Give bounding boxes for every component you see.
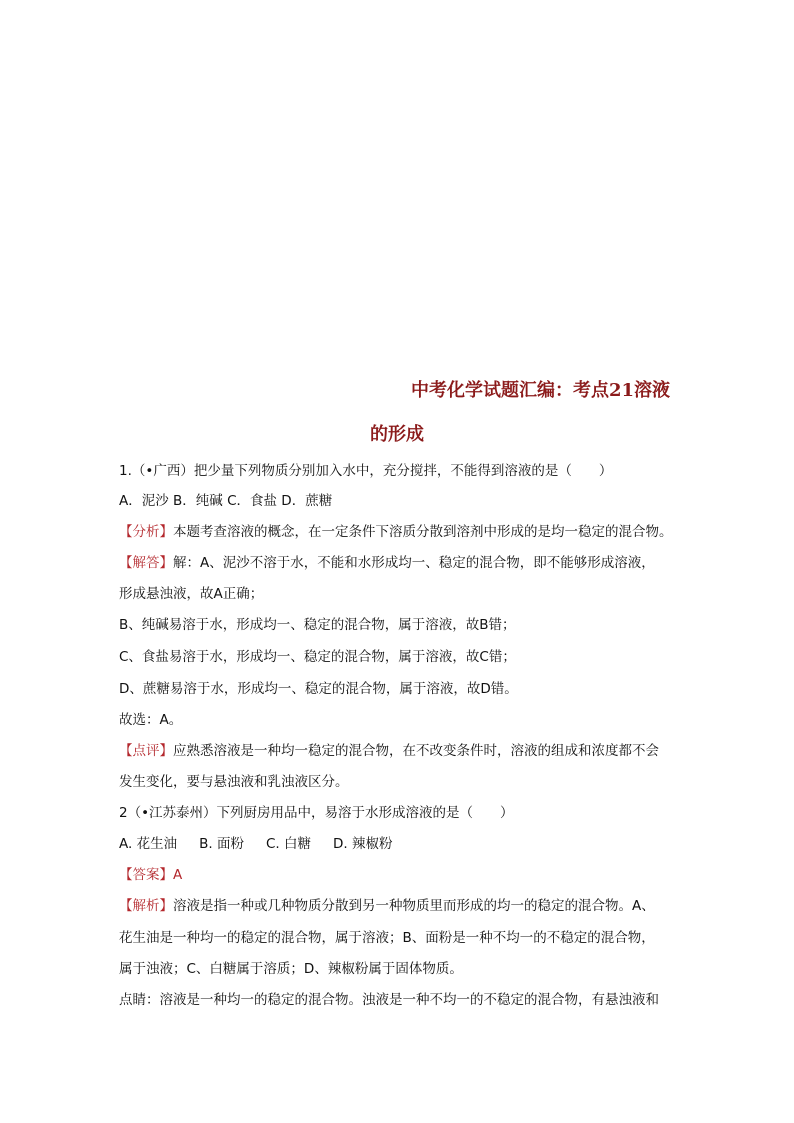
question-1-choice: 故选：A。 — [119, 712, 183, 728]
explain-tag: 【解析】 — [119, 898, 173, 914]
analysis-text: 本题考查溶液的概念，在一定条件下溶质分散到溶剂中形成的是均一稳定的混合物。 — [173, 524, 673, 540]
question-1-answer-line-5: D、蔗糖易溶于水，形成均一、稳定的混合物，属于溶液，故D错。 — [119, 681, 518, 697]
question-1-comment-line-2: 发生变化，要与悬浊液和乳浊液区分。 — [119, 774, 349, 790]
question-2-explain-line-1 — [119, 894, 655, 914]
key-tag: 【答案】 — [119, 867, 173, 883]
option-b: B. 面粉 — [199, 836, 244, 852]
answer-tag: 【解答】 — [119, 555, 173, 571]
question-2-note: 点睛：溶液是一种均一的稳定的混合物。浊液是一种不均一的不稳定的混合物，有悬浊液和 — [119, 992, 659, 1008]
key-value: A — [173, 867, 183, 883]
option-a: A. 花生油 — [119, 836, 178, 852]
question-2-stem: 2（•江苏泰州）下列厨房用品中，易溶于水形成溶液的是（ ） — [119, 805, 514, 821]
option-d: D. 辣椒粉 — [332, 836, 393, 852]
option-c: C. 白糖 — [265, 836, 311, 852]
answer-text: 解：A、泥沙不溶于水，不能和水形成均一、稳定的混合物，即不能够形成溶液， — [173, 555, 655, 571]
analysis-tag: 【分析】 — [119, 524, 173, 540]
question-2-options — [119, 832, 392, 852]
question-2-explain-line-2: 花生油是一种均一的稳定的混合物，属于溶液；B、面粉是一种不均一的不稳定的混合物， — [119, 930, 655, 946]
question-2-key — [119, 863, 182, 883]
question-1-answer-line-2: 形成悬浊液，故A正确； — [119, 586, 264, 602]
question-1-answer-line-1 — [119, 551, 655, 571]
question-1-options: A．泥沙 B．纯碱 C．食盐 D．蔗糖 — [119, 493, 333, 509]
question-1-stem: 1.（•广西）把少量下列物质分别加入水中，充分搅拌，不能得到溶液的是（ ） — [119, 463, 613, 479]
document-title-line-2: 的形成 — [370, 424, 424, 445]
question-1-analysis — [119, 520, 673, 540]
question-1-answer-line-4: C、食盐易溶于水，形成均一、稳定的混合物，属于溶液，故C错； — [119, 649, 516, 665]
document-title-line-1: 中考化学试题汇编：考点21溶液 — [411, 380, 671, 401]
comment-text: 应熟悉溶液是一种均一稳定的混合物，在不改变条件时，溶液的组成和浓度都不会 — [173, 743, 659, 759]
explain-text: 溶液是指一种或几种物质分散到另一种物质里而形成的均一的稳定的混合物。A、 — [173, 898, 655, 914]
comment-tag: 【点评】 — [119, 743, 173, 759]
question-1-answer-line-3: B、纯碱易溶于水，形成均一、稳定的混合物，属于溶液，故B错； — [119, 617, 516, 633]
question-1-comment-line-1 — [119, 739, 659, 759]
question-2-explain-line-3: 属于浊液；C、白糖属于溶质；D、辣椒粉属于固体物质。 — [119, 961, 463, 977]
